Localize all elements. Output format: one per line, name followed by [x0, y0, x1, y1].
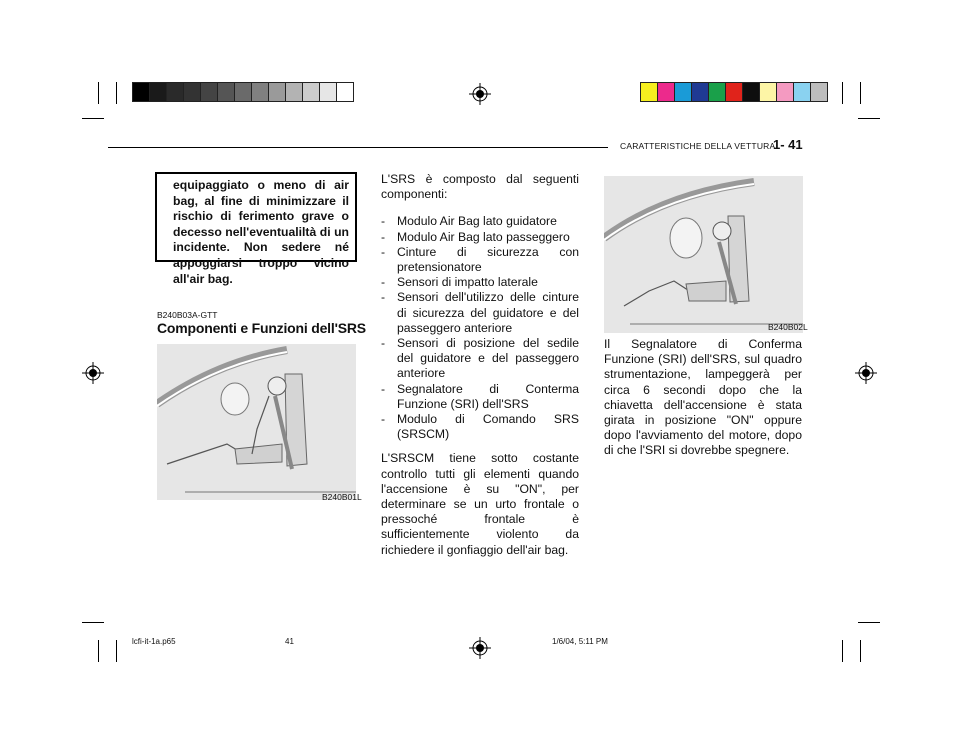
gray-swatch [303, 83, 320, 101]
color-swatch [641, 83, 658, 101]
list-dash: - [381, 336, 386, 351]
color-swatch [709, 83, 726, 101]
closing-paragraph: L'SRSCM tiene sotto costante controllo tutti gli elementi quando l'accensione è su "ON", per determinare se un urto frontale o pressoché frontale è sufficientemente violento da richiedere il gonfiaggio dell'air bag. [381, 451, 579, 557]
registration-mark-icon [82, 362, 104, 384]
list-item-text: Cinture di sicurezza con pretensionatore [397, 244, 579, 275]
gray-swatch [218, 83, 235, 101]
gray-swatch [286, 83, 303, 101]
gray-swatch [269, 83, 286, 101]
list-dash: - [381, 381, 386, 396]
footer-timestamp: 1/6/04, 5:11 PM [552, 637, 608, 646]
list-item-text: Modulo Air Bag lato guidatore [397, 214, 557, 229]
registration-mark-icon [469, 637, 491, 659]
list-dash: - [381, 214, 386, 229]
right-paragraph: Il Segnalatore di Conferma Funzione (SRI) dell'SRS, sul quadro strumentazione, lampeggerà per circa 6 secondi dopo che la chiavetta dell'accensione è stata girata in posizione "ON" oppure dopo l'avviamento del motore, dopo di che l'SRI si dovrebbe spegnere. [604, 337, 802, 458]
list-dash: - [381, 412, 386, 427]
gray-swatch [184, 83, 201, 101]
gray-swatch [252, 83, 269, 101]
list-item [381, 290, 579, 336]
gray-swatch [235, 83, 252, 101]
gray-swatch [320, 83, 337, 101]
figure2-label: B240B02L [768, 322, 808, 332]
color-swatch [675, 83, 692, 101]
list-item [381, 275, 579, 290]
warning-text: equipaggiato o meno di air bag, al fine di minimizzare il rischio di ferimento grave o decesso nell'eventualiltà di un incidente. Non sedere né appoggiarsi troppo vicino all'air bag. [173, 178, 349, 286]
gray-swatch [150, 83, 167, 101]
gray-swatch [167, 83, 184, 101]
intro-paragraph: L'SRS è composto dal seguenti componenti: [381, 172, 579, 202]
registration-mark-icon [469, 83, 491, 105]
grayscale-calibration-bar [132, 82, 354, 102]
color-swatch [760, 83, 777, 101]
header-section-title: CARATTERISTICHE DELLA VETTURA [620, 141, 776, 151]
components-list [381, 214, 579, 442]
list-item-text: Sensori di posizione del sedile del guidatore e del passeggero anteriore [397, 336, 579, 381]
list-item-text: Modulo di Comando SRS (SRSCM) [397, 412, 579, 442]
list-item [381, 412, 579, 442]
list-item [381, 336, 579, 382]
header-page-number: 1- 41 [773, 137, 803, 152]
list-item-text: Sensori di impatto laterale [397, 275, 538, 290]
list-item [381, 214, 579, 229]
figure-driver-airbag [157, 344, 356, 500]
color-swatch [777, 83, 794, 101]
header-rule [108, 147, 608, 148]
color-swatch [658, 83, 675, 101]
color-swatch [743, 83, 760, 101]
list-dash: - [381, 244, 386, 259]
registration-mark-icon [855, 362, 877, 384]
color-swatch [811, 83, 827, 101]
list-dash: - [381, 275, 386, 290]
warning-box [155, 172, 357, 286]
color-swatch [794, 83, 811, 101]
list-item-text: Sensori dell'utilizzo delle cinture di sicurezza del guidatore e del passeggero anteriore [397, 290, 579, 335]
color-swatch [726, 83, 743, 101]
footer-page: 41 [285, 637, 294, 646]
airbag-illustration-icon [604, 176, 803, 333]
list-item [381, 382, 579, 412]
figure1-label: B240B01L [322, 492, 362, 502]
section-title: Componenti e Funzioni dell'SRS [157, 320, 366, 336]
list-item [381, 230, 579, 245]
list-item-text: Modulo Air Bag lato passeggero [397, 229, 570, 244]
airbag-illustration-icon [157, 344, 356, 500]
gray-swatch [337, 83, 353, 101]
figure-passenger-airbag [604, 176, 803, 333]
list-dash: - [381, 290, 386, 305]
list-dash: - [381, 229, 386, 244]
section-code: B240B03A-GTT [157, 310, 218, 320]
color-calibration-bar [640, 82, 828, 102]
right-column [604, 337, 802, 459]
footer-filename: lcfi-it-1a.p65 [132, 637, 176, 646]
middle-column [381, 172, 579, 558]
color-swatch [692, 83, 709, 101]
list-item [381, 245, 579, 275]
list-item-text: Segnalatore di Conterma Funzione (SRI) dell'SRS [397, 381, 579, 411]
gray-swatch [201, 83, 218, 101]
gray-swatch [133, 83, 150, 101]
